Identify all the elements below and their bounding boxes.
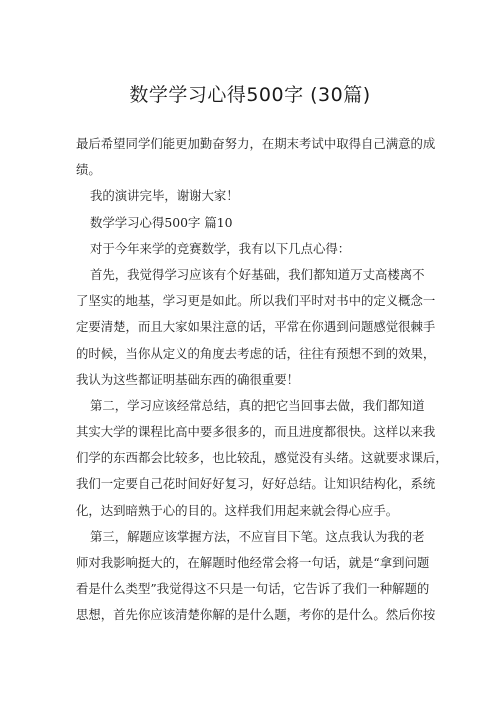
text-line: 化，达到暗熟于心的目的。这样我们用起来就会得心应手。 bbox=[76, 502, 399, 518]
text-line: 我们一定要自己花时间好好复习，好好总结。让知识结构化，系统 bbox=[76, 476, 436, 492]
document-title: 数学学习心得500字 (30篇) bbox=[129, 84, 371, 106]
text-line: 首先，我觉得学习应该有个好基础，我们都知道万丈高楼离不 bbox=[90, 266, 425, 282]
text-line: 了坚实的地基，学习更是如此。所以我们平时对书中的定义概念一 bbox=[76, 293, 436, 309]
text-line: 数学学习心得500字 篇10 bbox=[90, 214, 233, 230]
text-line: 我的演讲完毕，谢谢大家！ bbox=[90, 188, 239, 204]
text-line: 绩。 bbox=[76, 162, 101, 178]
document-body bbox=[76, 131, 448, 629]
text-line: 其实大学的课程比高中要多很多的，而且进度都很快。这样以来我 bbox=[76, 424, 436, 440]
text-line: 定要清楚，而且大家如果注意的话，平常在你遇到问题感觉很棘手 bbox=[76, 319, 436, 335]
text-line: 第二，学习应该经常总结，真的把它当回事去做，我们都知道 bbox=[90, 397, 425, 413]
text-line: 的时候，当你从定义的角度去考虑的话，往往有预想不到的效果， bbox=[76, 345, 436, 361]
text-line: 思想，首先你应该清楚你解的是什么题，考你的是什么。然后你按 bbox=[76, 607, 436, 623]
text-line: 们学的东西都会比较多，也比较乱，感觉没有头绪。这就要求课后， bbox=[76, 450, 448, 466]
text-line: 师对我影响挺大的，在解题时他经常会将一句话，就是“拿到问题 bbox=[76, 555, 430, 570]
text-line: 我认为这些都证明基础东西的确很重要！ bbox=[76, 371, 300, 387]
text-line: 最后希望同学们能更加勤奋努力，在期末考试中取得自己满意的成 bbox=[76, 136, 436, 151]
text-line: 第三，解题应该掌握方法，不应盲目下笔。这点我认为我的老 bbox=[90, 528, 425, 544]
text-line: 对于今年来学的竞赛数学，我有以下几点心得： bbox=[90, 240, 351, 256]
text-line: 看是什么类型”我觉得这不只是一句话，它告诉了我们一种解题的 bbox=[76, 581, 430, 597]
